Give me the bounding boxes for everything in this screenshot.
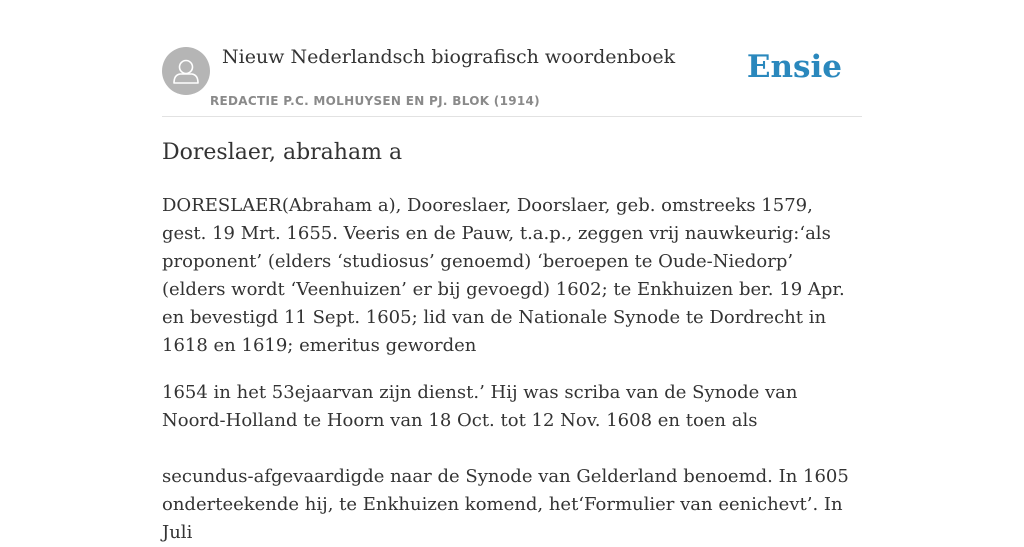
entry-paragraph: 1654 in het 53ejaarvan zijn dienst.’ Hij was scriba van de Synode van Noord-Holland te Hoorn van 18 Oct. tot 12 Nov. 1608 en toen als <box>162 382 798 431</box>
ensie-logo-link[interactable]: Ensie <box>746 49 842 85</box>
entry-paragraph: DORESLAER(Abraham a), Dooreslaer, Doorslaer, geb. omstreeks 1579, gest. 19 Mrt. 1655. Veeris en de Pauw, t.a.p., zeggen vrij nauwkeurig:‘als proponent’ (elders ‘studiosus’ genoemd) ‘beroepen te Oude-Niedorp’ (elders wordt ‘Veenhuizen’ er bij gevoegd) 1602; te Enkhuizen ber. 19 Apr. en bevestigd 11 Sept. 1605; lid van de Nationale Synode te Dordrecht in 1618 en 1619; emeritus geworden <box>162 195 845 356</box>
entry-paragraph: secundus-afgevaardigde naar de Synode van Gelderland benoemd. In 1605 onderteekende hij, te Enkhuizen komend, het‘Formulier van eenichevt’. In Juli <box>162 466 849 543</box>
book-editors: REDACTIE P.C. MOLHUYSEN EN PJ. BLOK (1914) <box>210 94 540 108</box>
entry-body <box>162 192 862 547</box>
user-icon <box>162 47 210 95</box>
entry-title: Doreslaer, abraham a <box>162 140 403 165</box>
book-title[interactable]: Nieuw Nederlandsch biografisch woordenboek <box>222 46 676 68</box>
header <box>162 44 862 117</box>
